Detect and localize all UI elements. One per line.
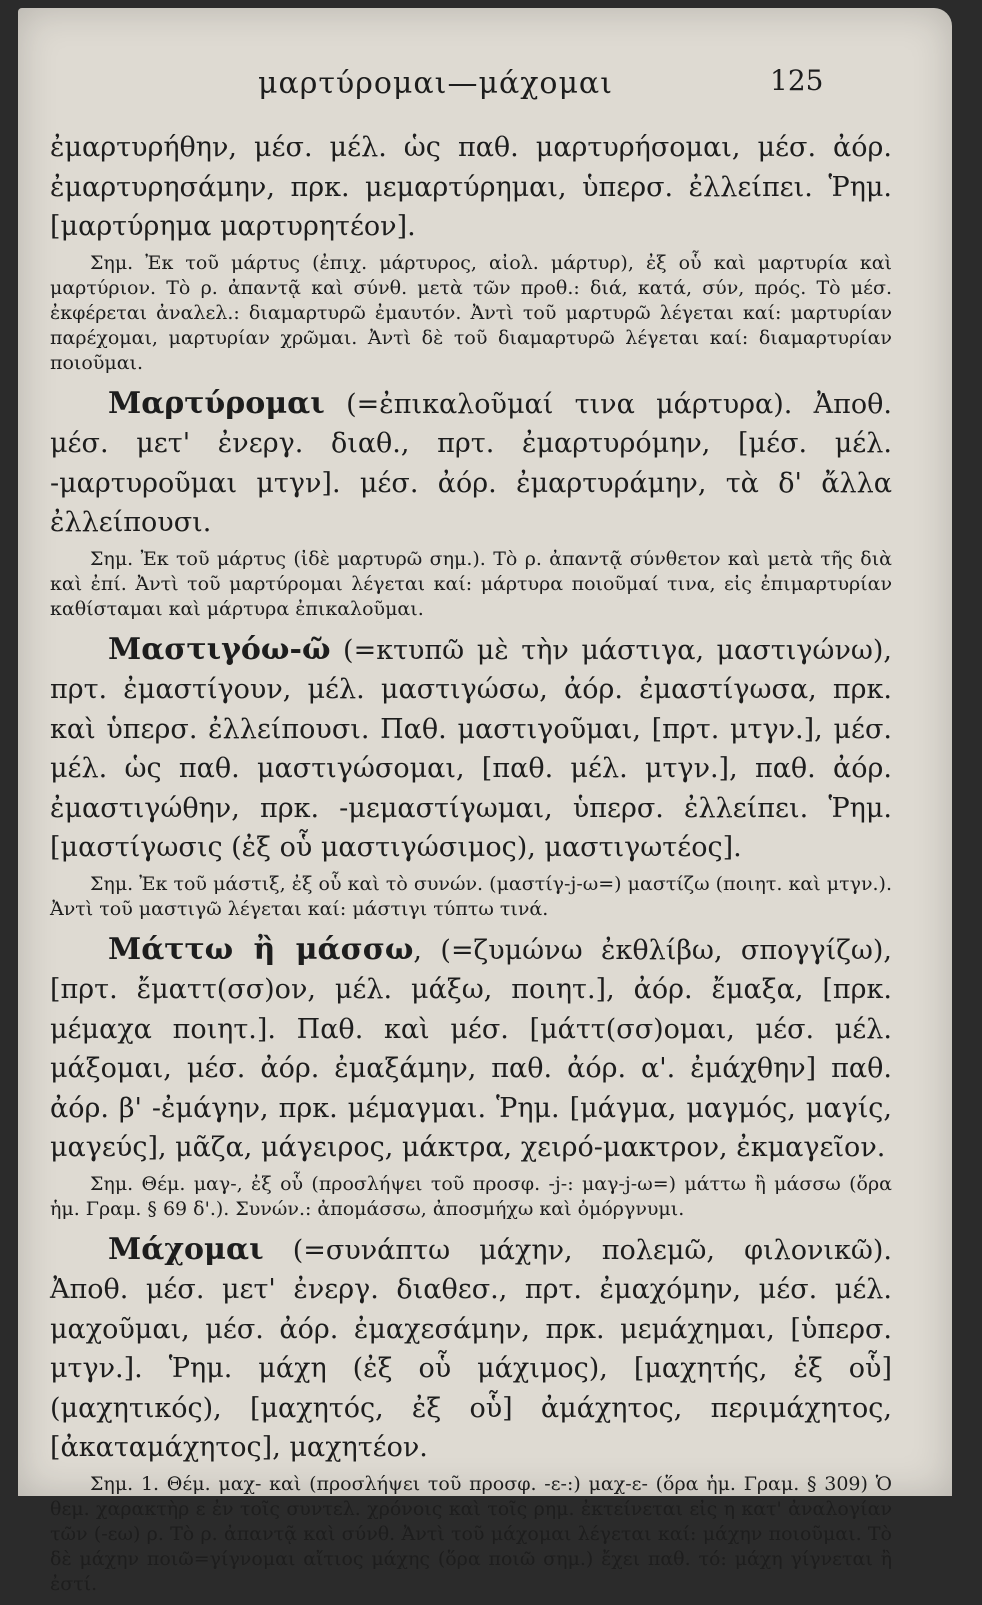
running-head — [18, 66, 952, 106]
entry-body: (=κτυπῶ μὲ τὴν μάστιγα, μαστιγώνω), πρτ. ἐμαστίγουν, μέλ. μαστιγώσω, ἀόρ. ἐμαστίγωσα, πρκ. καὶ ὑπερσ. ἐλλείπουσι. Παθ. μαστιγοῦμαι, [πρτ. μτγν.], μέσ. μέλ. ὡς παθ. μαστιγώσομαι, [παθ. μέλ. μτγν.], παθ. ἀόρ. ἐμαστιγώθην, πρκ. -μεμαστίγωμαι, ὑπερσ. ἐλλείπει. Ῥημ. [μαστίγωσις (ἐξ οὗ μαστιγώσιμος), μαστιγωτέος]. — [50, 634, 892, 863]
entry-continuation: ἐμαρτυρήθην, μέσ. μέλ. ὡς παθ. μαρτυρήσομαι, μέσ. ἀόρ. ἐμαρτυρησάμην, πρκ. μεμαρτύρημαι, ὑπερσ. ἐλλείπει. Ῥημ. [μαρτύρημα μαρτυρητέον]. — [50, 132, 892, 242]
lemma-headword: Μάττω ἢ μάσσω — [108, 931, 414, 967]
note-matto: Σημ. Θέμ. μαγ-, ἐξ οὗ (προσλήψει τοῦ προσφ. -j-: μαγ-j-ω=) μάττω ἢ μάσσω (ὅρα ἡμ. Γραμ. § 69 δ'.). Συνών.: ἀπομάσσω, ἀποσμήχω καὶ ὀμόργνυμι. — [50, 1172, 892, 1220]
lemma-headword: Μάχομαι — [108, 1231, 264, 1267]
page-number: 125 — [770, 64, 824, 97]
note-machomai: Σημ. 1. Θέμ. μαχ- καὶ (προσλήψει τοῦ προσφ. -ε-:) μαχ-ε- (ὅρα ἡμ. Γραμ. § 309) Ὁ θεμ. χαρακτὴρ ε ἐν τοῖς συντελ. χρόνοις καὶ τοῖς ρημ. ἐκτείνεται εἰς η κατ' ἀναλογίαν τῶν (-εω) ρ. Τὸ ρ. ἀπαντᾷ καὶ σύνθ. Ἀντὶ τοῦ μάχομαι λέγεται καί: μάχην ποιοῦμαι. Τὸ δὲ μάχην ποιῶ=γίγνομαι αἴτιος μάχης (ὅρα ποιῶ σημ.) ἔχει παθ. τό: μάχη γίγνεται ἢ ἐστί. — [50, 1472, 892, 1595]
entry-matto — [50, 930, 892, 1168]
running-head-title: μαρτύρομαι—μάχομαι — [258, 66, 613, 101]
lemma-headword: Μαρτύρομαι — [108, 385, 325, 421]
entry-body: (=ἐπικαλοῦμαί τινα μάρτυρα). Ἀποθ. μέσ. μετ' ἐνεργ. διαθ., πρτ. ἐμαρτυρόμην, [μέσ. μέλ. -μαρτυροῦμαι μτγν]. μέσ. ἀόρ. ἐμαρτυράμην, τὰ δ' ἄλλα ἐλλείπουσι. — [50, 388, 892, 538]
entry-body: (=συνάπτω μάχην, πολεμῶ, φιλονικῶ). Ἀποθ. μέσ. μετ' ἐνεργ. διαθεσ., πρτ. ἐμαχόμην, μέσ. μέλ. μαχοῦμαι, μέσ. ἀόρ. ἐμαχεσάμην, πρκ. μεμάχημαι, [ὑπερσ. μτγν.]. Ῥημ. μάχη (ἐξ οὗ μάχιμος), [μαχητής, ἐξ οὗ] (μαχητικός), [μαχητός, ἐξ οὗ] ἀμάχητος, περιμάχητος, [ἀκαταμάχητος], μαχητέον. — [50, 1234, 892, 1463]
entry-mastigoo — [50, 630, 892, 868]
lemma-headword: Μαστιγόω-ῶ — [108, 631, 331, 667]
page-body — [50, 128, 892, 1605]
entry-body: , (=ζυμώνω ἐκθλίβω, σπογγίζω), [πρτ. ἔματτ(σσ)ον, μέλ. μάξω, ποιητ.], ἀόρ. ἔμαξα, [πρκ. μέμαχα ποιητ.]. Παθ. καὶ μέσ. [μάττ(σσ)ομαι, μέσ. μέλ. μάξομαι, μέσ. ἀόρ. ἐμαξάμην, παθ. ἀόρ. α'. ἐμάχθην] παθ. ἀόρ. β' -ἐμάγην, πρκ. μέμαγμαι. Ῥημ. [μάγμα, μαγμός, μαγίς, μαγεύς], μᾶζα, μάγειρος, μάκτρα, χειρό-μακτρον, ἐκμαγεῖον. — [50, 934, 892, 1163]
entry-martyromai — [50, 384, 892, 543]
note-martyromai-1: Σημ. Ἐκ τοῦ μάρτυς (ἐπιχ. μάρτυρος, αἰολ. μάρτυρ), ἐξ οὗ καὶ μαρτυρία καὶ μαρτύριον. Τὸ ρ. ἀπαντᾷ καὶ σύνθ. μετὰ τῶν προθ.: διά, κατά, σύν, πρός. Τὸ μέσ. ἐκφέρεται ἀναλελ.: διαμαρτυρῶ ἐμαυτόν. Ἀντὶ τοῦ μαρτυρῶ λέγεται καί: μαρτυρίαν παρέχομαι, μαρτυρίαν χρῶμαι. Ἀντὶ δὲ τοῦ διαμαρτυρῶ λέγεται καί: διαμαρτυρίαν ποιοῦμαι. — [50, 251, 892, 374]
note-mastigoo: Σημ. Ἐκ τοῦ μάστιξ, ἐξ οὗ καὶ τὸ συνών. (μαστίγ-j-ω=) μαστίζω (ποιητ. καὶ μτγν.). Ἀντὶ τοῦ μαστιγῶ λέγεται καί: μάστιγι τύπτω τινά. — [50, 872, 892, 920]
entry-machomai — [50, 1230, 892, 1468]
dictionary-page — [18, 8, 952, 1595]
note-martyromai-2: Σημ. Ἐκ τοῦ μάρτυς (ἰδὲ μαρτυρῶ σημ.). Τὸ ρ. ἀπαντᾷ σύνθετον καὶ μετὰ τῆς διὰ καὶ ἐπί. Ἀντὶ τοῦ μαρτύρομαι λέγεται καί: μάρτυρα ποιοῦμαί τινα, εἰς ἐπιμαρτυρίαν καθίσταμαι καὶ μάρτυρα ἐπικαλοῦμαι. — [50, 547, 892, 620]
